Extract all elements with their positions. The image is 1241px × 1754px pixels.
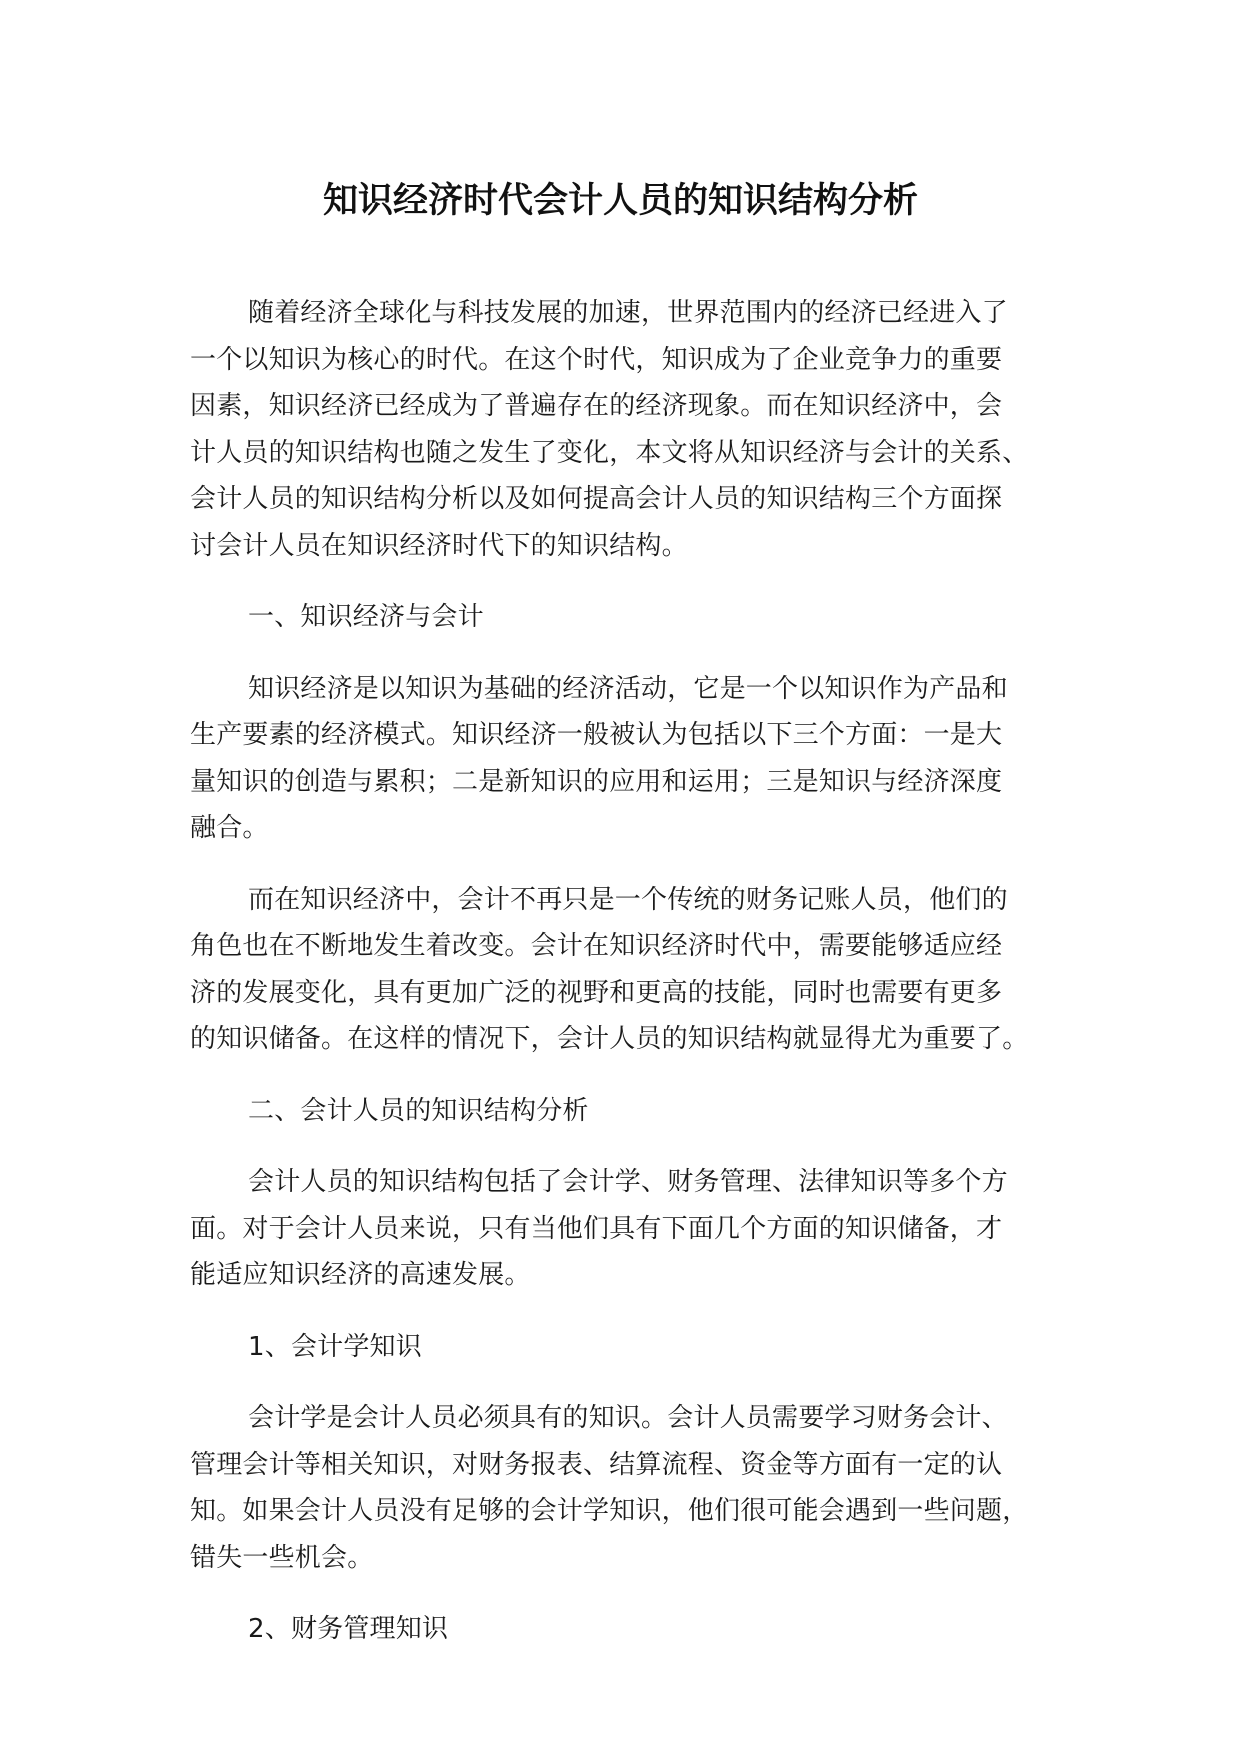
heading-text: 2、财务管理知识 <box>248 1614 449 1644</box>
text-line: 能适应知识经济的高速发展。 <box>190 1260 531 1290</box>
text-line: 角色也在不断地发生着改变。会计在知识经济时代中，需要能够适应经 <box>190 931 1003 961</box>
subsection-heading <box>190 1324 1090 1371</box>
paragraph <box>190 877 1090 1063</box>
text-line: 管理会计等相关知识，对财务报表、结算流程、资金等方面有一定的认 <box>190 1449 1003 1480</box>
text-line: 知。如果会计人员没有足够的会计学知识，他们很可能会遇到一些问题， <box>190 1496 1029 1526</box>
paragraph <box>190 1159 1090 1299</box>
paragraph <box>190 290 1090 569</box>
document-title: 知识经济时代会计人员的知识结构分析 <box>322 181 918 221</box>
subsection-heading <box>190 1606 1090 1653</box>
paragraph <box>190 1395 1090 1581</box>
text-line: 因素，知识经济已经成为了普遍存在的经济现象。而在知识经济中，会 <box>190 391 1003 421</box>
text-line: 一个以知识为核心的时代。在这个时代，知识成为了企业竞争力的重要 <box>190 344 1003 375</box>
text-line: 错失一些机会。 <box>190 1542 374 1573</box>
paragraph <box>190 666 1090 852</box>
heading-text: 一、知识经济与会计 <box>248 602 484 632</box>
text-line: 生产要素的经济模式。知识经济一般被认为包括以下三个方面：一是大 <box>190 720 1003 750</box>
text-line: 济的发展变化，具有更加广泛的视野和更高的技能，同时也需要有更多 <box>190 977 1003 1008</box>
text-line: 会计人员的知识结构分析以及如何提高会计人员的知识结构三个方面探 <box>190 484 1003 514</box>
heading-text: 1、会计学知识 <box>248 1331 422 1362</box>
text-line: 融合。 <box>190 813 269 843</box>
heading-text: 二、会计人员的知识结构分析 <box>248 1095 589 1126</box>
text-line: 计人员的知识结构也随之发生了变化，本文将从知识经济与会计的关系、 <box>190 437 1029 468</box>
section-heading <box>190 1088 1090 1135</box>
text-line: 会计学是会计人员必须具有的知识。会计人员需要学习财务会计、 <box>248 1403 1008 1433</box>
text-line: 会计人员的知识结构包括了会计学、财务管理、法律知识等多个方 <box>248 1167 1008 1197</box>
text-line: 讨会计人员在知识经济时代下的知识结构。 <box>190 530 688 561</box>
text-line: 的知识储备。在这样的情况下，会计人员的知识结构就显得尤为重要了。 <box>190 1024 1029 1054</box>
section-heading <box>190 594 1090 641</box>
text-line: 随着经济全球化与科技发展的加速，世界范围内的经济已经进入了 <box>248 298 1008 328</box>
text-line: 面。对于会计人员来说，只有当他们具有下面几个方面的知识储备，才 <box>190 1213 1003 1244</box>
text-line: 而在知识经济中，会计不再只是一个传统的财务记账人员，他们的 <box>248 884 1008 915</box>
document-body <box>190 290 1090 1678</box>
text-line: 量知识的创造与累积；二是新知识的应用和运用；三是知识与经济深度 <box>190 766 1003 797</box>
text-line: 知识经济是以知识为基础的经济活动，它是一个以知识作为产品和 <box>248 673 1008 704</box>
